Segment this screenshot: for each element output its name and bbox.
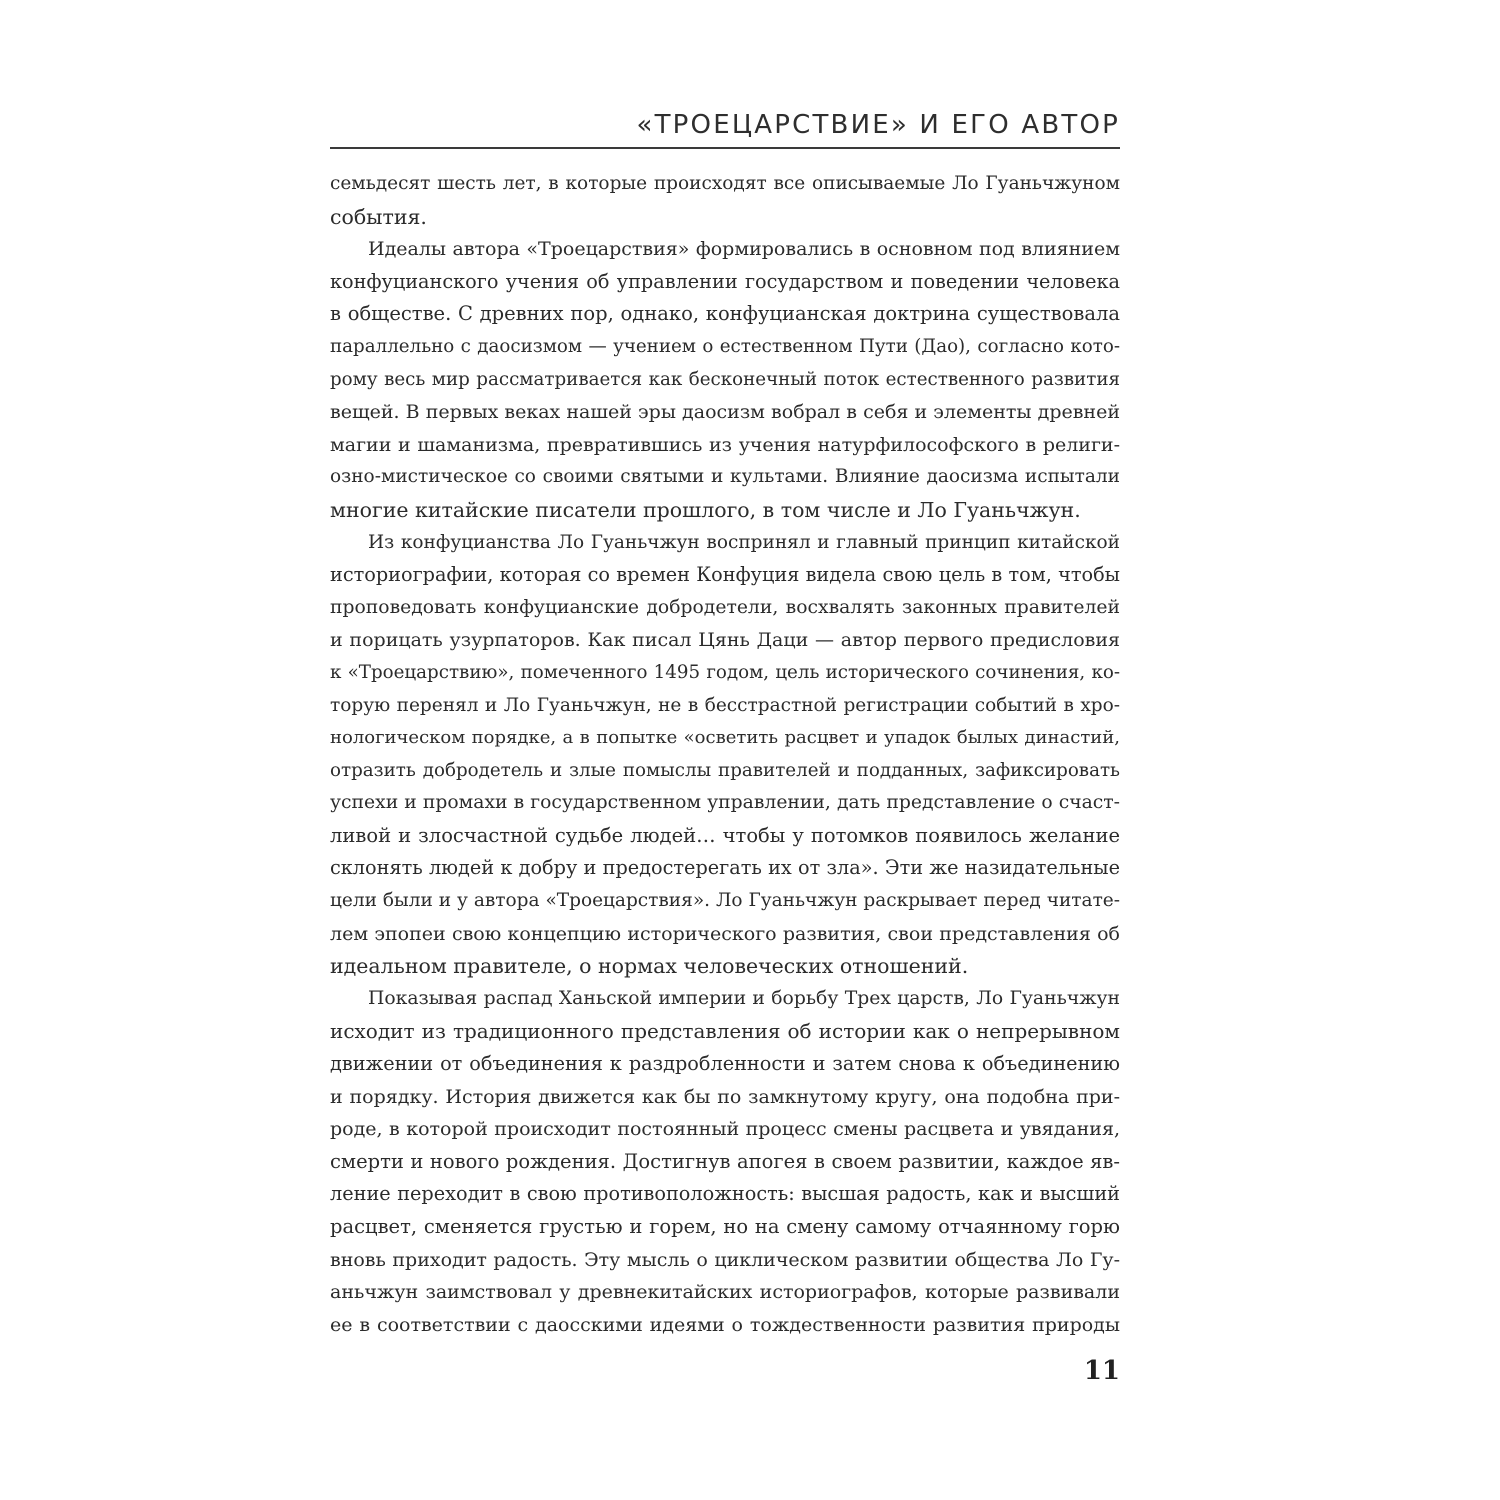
text-line: нологическом порядке, а в попытке «осветить расцвет и упадок былых династий, xyxy=(330,727,1120,749)
text-line: цели были и у автора «Троецарствия». Ло Гуаньчжун раскрывает перед читате- xyxy=(330,890,1120,912)
text-line: отразить добродетель и злые помыслы правителей и подданных, зафиксировать xyxy=(330,759,1120,781)
text-line: движении от объединения к раздробленности и затем снова к объединению xyxy=(330,1052,1120,1076)
text-line: торую перенял и Ло Гуаньчжун, не в бесстрастной регистрации событий в хро- xyxy=(330,694,1120,716)
page-number: 11 xyxy=(1083,1356,1120,1386)
running-head: «ТРОЕЦАРСТВИЕ» И ЕГО АВТОР xyxy=(636,110,1120,140)
text-line: вещей. В первых веках нашей эры даосизм вобрал в себя и элементы древней xyxy=(330,401,1120,424)
text-line: Из конфуцианства Ло Гуаньчжун воспринял и главный принцип китайской xyxy=(368,531,1120,553)
text-line: озно-мистическое со своими святыми и культами. Влияние даосизма испытали xyxy=(330,466,1120,488)
text-line: исходит из традиционного представления об истории как о непрерывном xyxy=(330,1019,1120,1044)
text-line: роде, в которой происходит постоянный процесс смены расцвета и увядания, xyxy=(330,1118,1120,1141)
text-line: многие китайские писатели прошлого, в том числе и Ло Гуаньчжун. xyxy=(330,497,1081,522)
text-line: проповедовать конфуцианские добродетели, восхвалять законных правителей xyxy=(330,596,1120,618)
text-line: семьдесят шесть лет, в которые происходят все описываемые Ло Гуаньчжуном xyxy=(330,173,1120,194)
text-line: ливой и злосчастной судьбе людей… чтобы у потомков появилось желание xyxy=(330,823,1120,847)
text-line: конфуцианского учения об управлении государством и поведении человека xyxy=(330,269,1120,293)
text-line: Идеалы автора «Троецарствия» формировались в основном под влиянием xyxy=(368,238,1120,261)
text-line: в обществе. С древних пор, однако, конфуцианская доктрина существовала xyxy=(330,302,1120,326)
text-line: ее в соответствии с даосскими идеями о тождественности развития природы xyxy=(330,1313,1120,1336)
text-line: идеальном правителе, о нормах человеческих отношений. xyxy=(330,954,969,979)
text-line: лем эпопеи свою концепцию исторического развития, свои представления об xyxy=(330,922,1120,945)
text-line: расцвет, сменяется грустью и горем, но на смену самому отчаянному горю xyxy=(330,1215,1120,1238)
text-line: и порицать узурпаторов. Как писал Цянь Даци — автор первого предисловия xyxy=(330,629,1120,652)
text-line: склонять людей к добру и предостерегать их от зла». Эти же назидательные xyxy=(330,856,1120,880)
text-line: вновь приходит радость. Эту мысль о циклическом развитии общества Ло Гу- xyxy=(330,1248,1120,1271)
text-line: магии и шаманизма, превратившись из учения натурфилософского в религи- xyxy=(330,433,1120,456)
text-line: рому весь мир рассматривается как бесконечный поток естественного развития xyxy=(330,368,1120,390)
header-rule xyxy=(330,147,1120,149)
text-line: события. xyxy=(330,204,427,229)
body-text xyxy=(330,168,1120,1341)
text-line: ление переходит в свою противоположность: высшая радость, как и высший xyxy=(330,1182,1120,1206)
text-line: аньчжун заимствовал у древнекитайских историографов, которые развивали xyxy=(330,1281,1120,1304)
text-line: успехи и промахи в государственном управлении, дать представление о счаст- xyxy=(330,792,1120,814)
text-line: смерти и нового рождения. Достигнув апогея в своем развитии, каждое яв- xyxy=(330,1149,1120,1173)
text-line: параллельно с даосизмом — учением о естественном Пути (Дао), согласно кото- xyxy=(330,335,1120,357)
text-line: и порядку. История движется как бы по замкнутому кругу, она подобна при- xyxy=(330,1085,1120,1108)
text-line: Показывая распад Ханьской империи и борьбу Трех царств, Ло Гуаньчжун xyxy=(368,987,1120,1009)
text-line: историографии, которая со времен Конфуция видела свою цель в том, чтобы xyxy=(330,563,1120,587)
text-line: к «Троецарствию», помеченного 1495 годом, цель исторического сочинения, ко- xyxy=(330,661,1120,683)
